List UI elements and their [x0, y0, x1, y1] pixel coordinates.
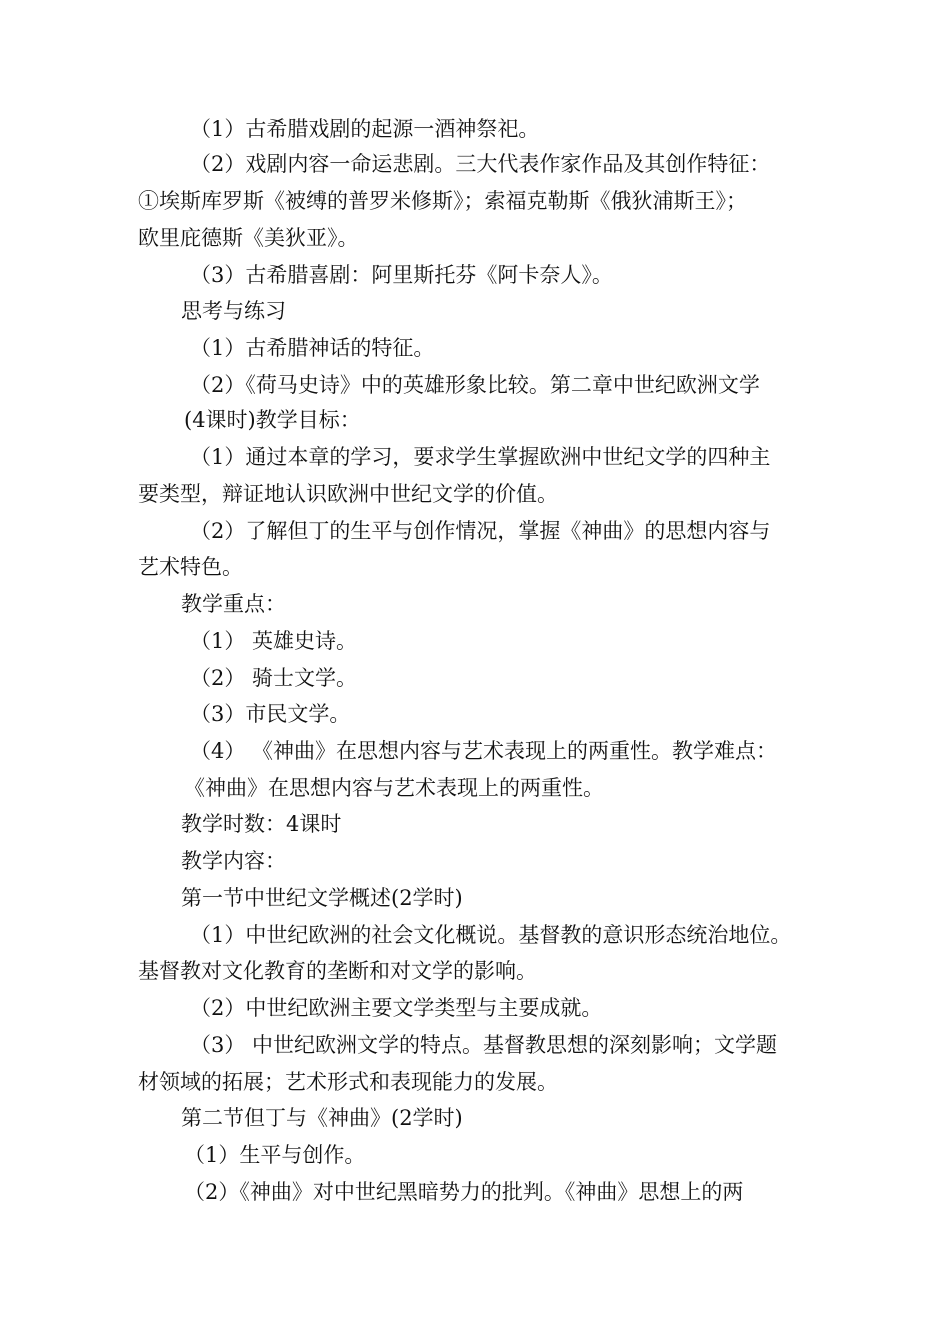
text-line: （1） 英雄史诗。: [190, 629, 358, 653]
text-line: （4） 《神曲》在思想内容与艺术表现上的两重性。教学难点：: [190, 739, 778, 763]
section-heading: 教学内容：: [181, 849, 286, 873]
text-line: 基督教对文化教育的垄断和对文学的影响。: [138, 959, 537, 983]
text-line: 材领域的拓展；艺术形式和表现能力的发展。: [138, 1070, 558, 1094]
text-line: （3）古希腊喜剧：阿里斯托芬《阿卡奈人》。: [190, 263, 613, 287]
text-line: 《神曲》在思想内容与艺术表现上的两重性。: [184, 776, 604, 800]
section-heading: 教学重点：: [181, 592, 286, 616]
text-line: (4课时)教学目标：: [184, 408, 361, 432]
text-line: （1）生平与创作。: [184, 1143, 366, 1167]
text-line: （2）《神曲》对中世纪黑暗势力的批判。《神曲》思想上的两: [184, 1180, 744, 1204]
text-line: （1）古希腊神话的特征。: [190, 336, 435, 360]
text-line: （2） 骑士文学。: [190, 666, 358, 690]
text-line: （3）市民文学。: [190, 702, 351, 726]
text-line: 要类型，辩证地认识欧洲中世纪文学的价值。: [138, 482, 558, 506]
text-line: （2）中世纪欧洲主要文学类型与主要成就。: [190, 996, 603, 1020]
section-heading: 第二节但丁与《神曲》(2学时): [181, 1106, 463, 1130]
text-line: 教学时数：4课时: [181, 812, 342, 836]
text-line: （1）古希腊戏剧的起源一酒神祭祀。: [190, 117, 540, 141]
section-heading: 思考与练习: [181, 299, 286, 323]
text-line: （1）通过本章的学习，要求学生掌握欧洲中世纪文学的四种主: [190, 445, 771, 469]
text-line: （1）中世纪欧洲的社会文化概说。基督教的意识形态统治地位。: [190, 923, 792, 947]
text-line: （2）《荷马史诗》中的英雄形象比较。第二章中世纪欧洲文学: [190, 373, 760, 397]
text-line: ①埃斯库罗斯《被缚的普罗米修斯》；索福克勒斯《俄狄浦斯王》；: [138, 189, 747, 213]
text-line: （3） 中世纪欧洲文学的特点。基督教思想的深刻影响；文学题: [190, 1033, 778, 1057]
text-line: 艺术特色。: [138, 555, 243, 579]
text-line: （2）了解但丁的生平与创作情况，掌握《神曲》的思想内容与: [190, 519, 771, 543]
section-heading: 第一节中世纪文学概述(2学时): [181, 886, 463, 910]
text-line: 欧里庇德斯《美狄亚》。: [138, 226, 359, 250]
text-line: （2）戏剧内容一命运悲剧。三大代表作家作品及其创作特征：: [190, 152, 771, 176]
